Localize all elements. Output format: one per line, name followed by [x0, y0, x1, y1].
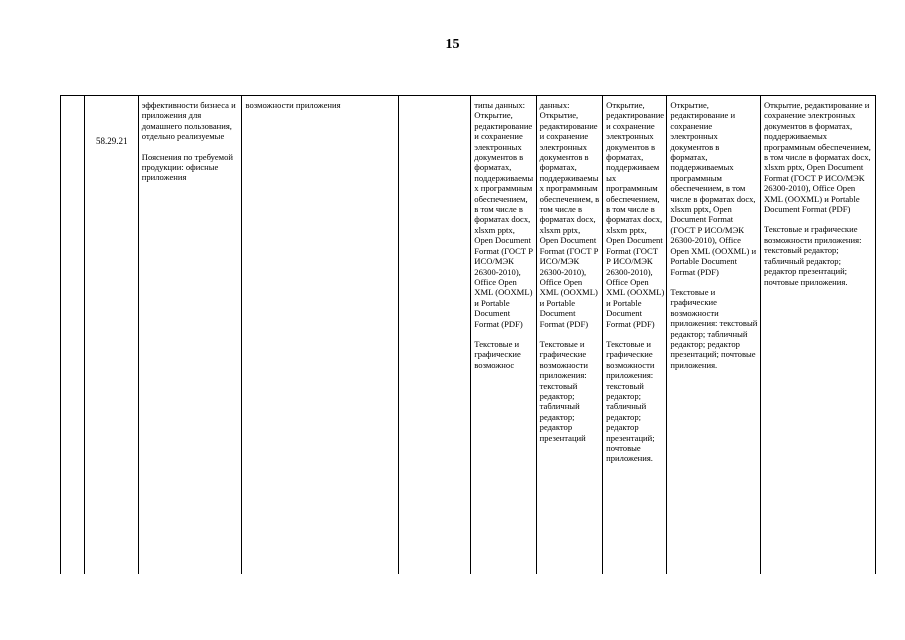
row-number-cell: [61, 96, 85, 574]
empty-cell: [399, 96, 471, 574]
requirement-text: типы данных: Открытие, редактирование и сохранение электронных документов в форматах, поддерживаемых программным обеспечением, в том числе в форматах docx, xlsxm pptx, Open Document Format (ГОСТ Р ИСО/МЭК 26300-2010), Office Open XML (OOXML) и Portable Document Format (PDF): [474, 100, 534, 329]
requirement-cell: [603, 96, 667, 574]
requirement-cell: [471, 96, 536, 574]
classification-cell: [138, 96, 242, 574]
okpd-code-cell: 58.29.21: [84, 96, 138, 574]
requirement-text: Текстовые и графические возможности приложения: текстовый редактор; табличный редактор; редактор презентаций; почтовые приложения.: [606, 338, 655, 464]
characteristic-cell: возможности приложения: [242, 96, 399, 574]
requirement-text: Открытие, редактирование и сохранение электронных документов в форматах, поддерживаемых программным обеспечением, в том числе в форматах docx, xlsxm pptx, Open Document Format (ГОСТ Р ИСО/МЭК 26300-2010), Office Open XML (OOXML) и Portable Document Format (PDF): [670, 100, 757, 277]
requirement-text: данных: Открытие, редактирование и сохранение электронных документов в форматах, поддерживаемых программным обеспечением, в том числе в форматах docx, xlsxm pptx, Open Document Format (ГОСТ Р ИСО/МЭК 26300-2010), Office Open XML (OOXML) и Portable Document Format (PDF): [539, 100, 600, 329]
requirement-text: Текстовые и графические возможности приложения: текстовый редактор; табличный редактор; редактор презентаций; почтовые приложения.: [670, 286, 758, 370]
requirement-text: Открытие, редактирование и сохранение электронных документов в форматах, поддерживаемых программным обеспечением, в том числе в форматах docx, xlsxm pptx, Open Document Format (ГОСТ Р ИСО/МЭК 26300-2010), Office Open XML (OOXML) и Portable Document Format (PDF): [606, 100, 665, 329]
requirement-cell: [536, 96, 603, 574]
requirement-cell: [760, 96, 875, 574]
requirement-text: Открытие, редактирование и сохранение электронных документов в форматах, поддерживаемых программным обеспечением, в том числе в форматах docx, xlsxm pptx, Open Document Format (ГОСТ Р ИСО/МЭК 26300-2010), Office Open XML (OOXML) и Portable Document Format (PDF): [763, 100, 871, 215]
table-row: [61, 96, 876, 574]
classification-text: эффективности бизнеса и приложения для домашнего пользования, отдельно реализуемые: [141, 100, 236, 142]
requirement-text: Текстовые и графические возможности приложения: текстовый редактор; табличный редактор; редактор презентаций; почтовые приложения.: [763, 224, 862, 287]
classification-note: Пояснения по требуемой продукции: офисные приложения: [141, 151, 233, 183]
requirements-table: [60, 95, 876, 574]
requirement-text: Текстовые и графические возможности приложения: текстовый редактор; табличный редактор; редактор презентаций: [539, 338, 588, 443]
requirement-text: Текстовые и графические возможнос: [474, 338, 521, 370]
page-number: 15: [445, 37, 460, 52]
requirement-cell: [667, 96, 761, 574]
